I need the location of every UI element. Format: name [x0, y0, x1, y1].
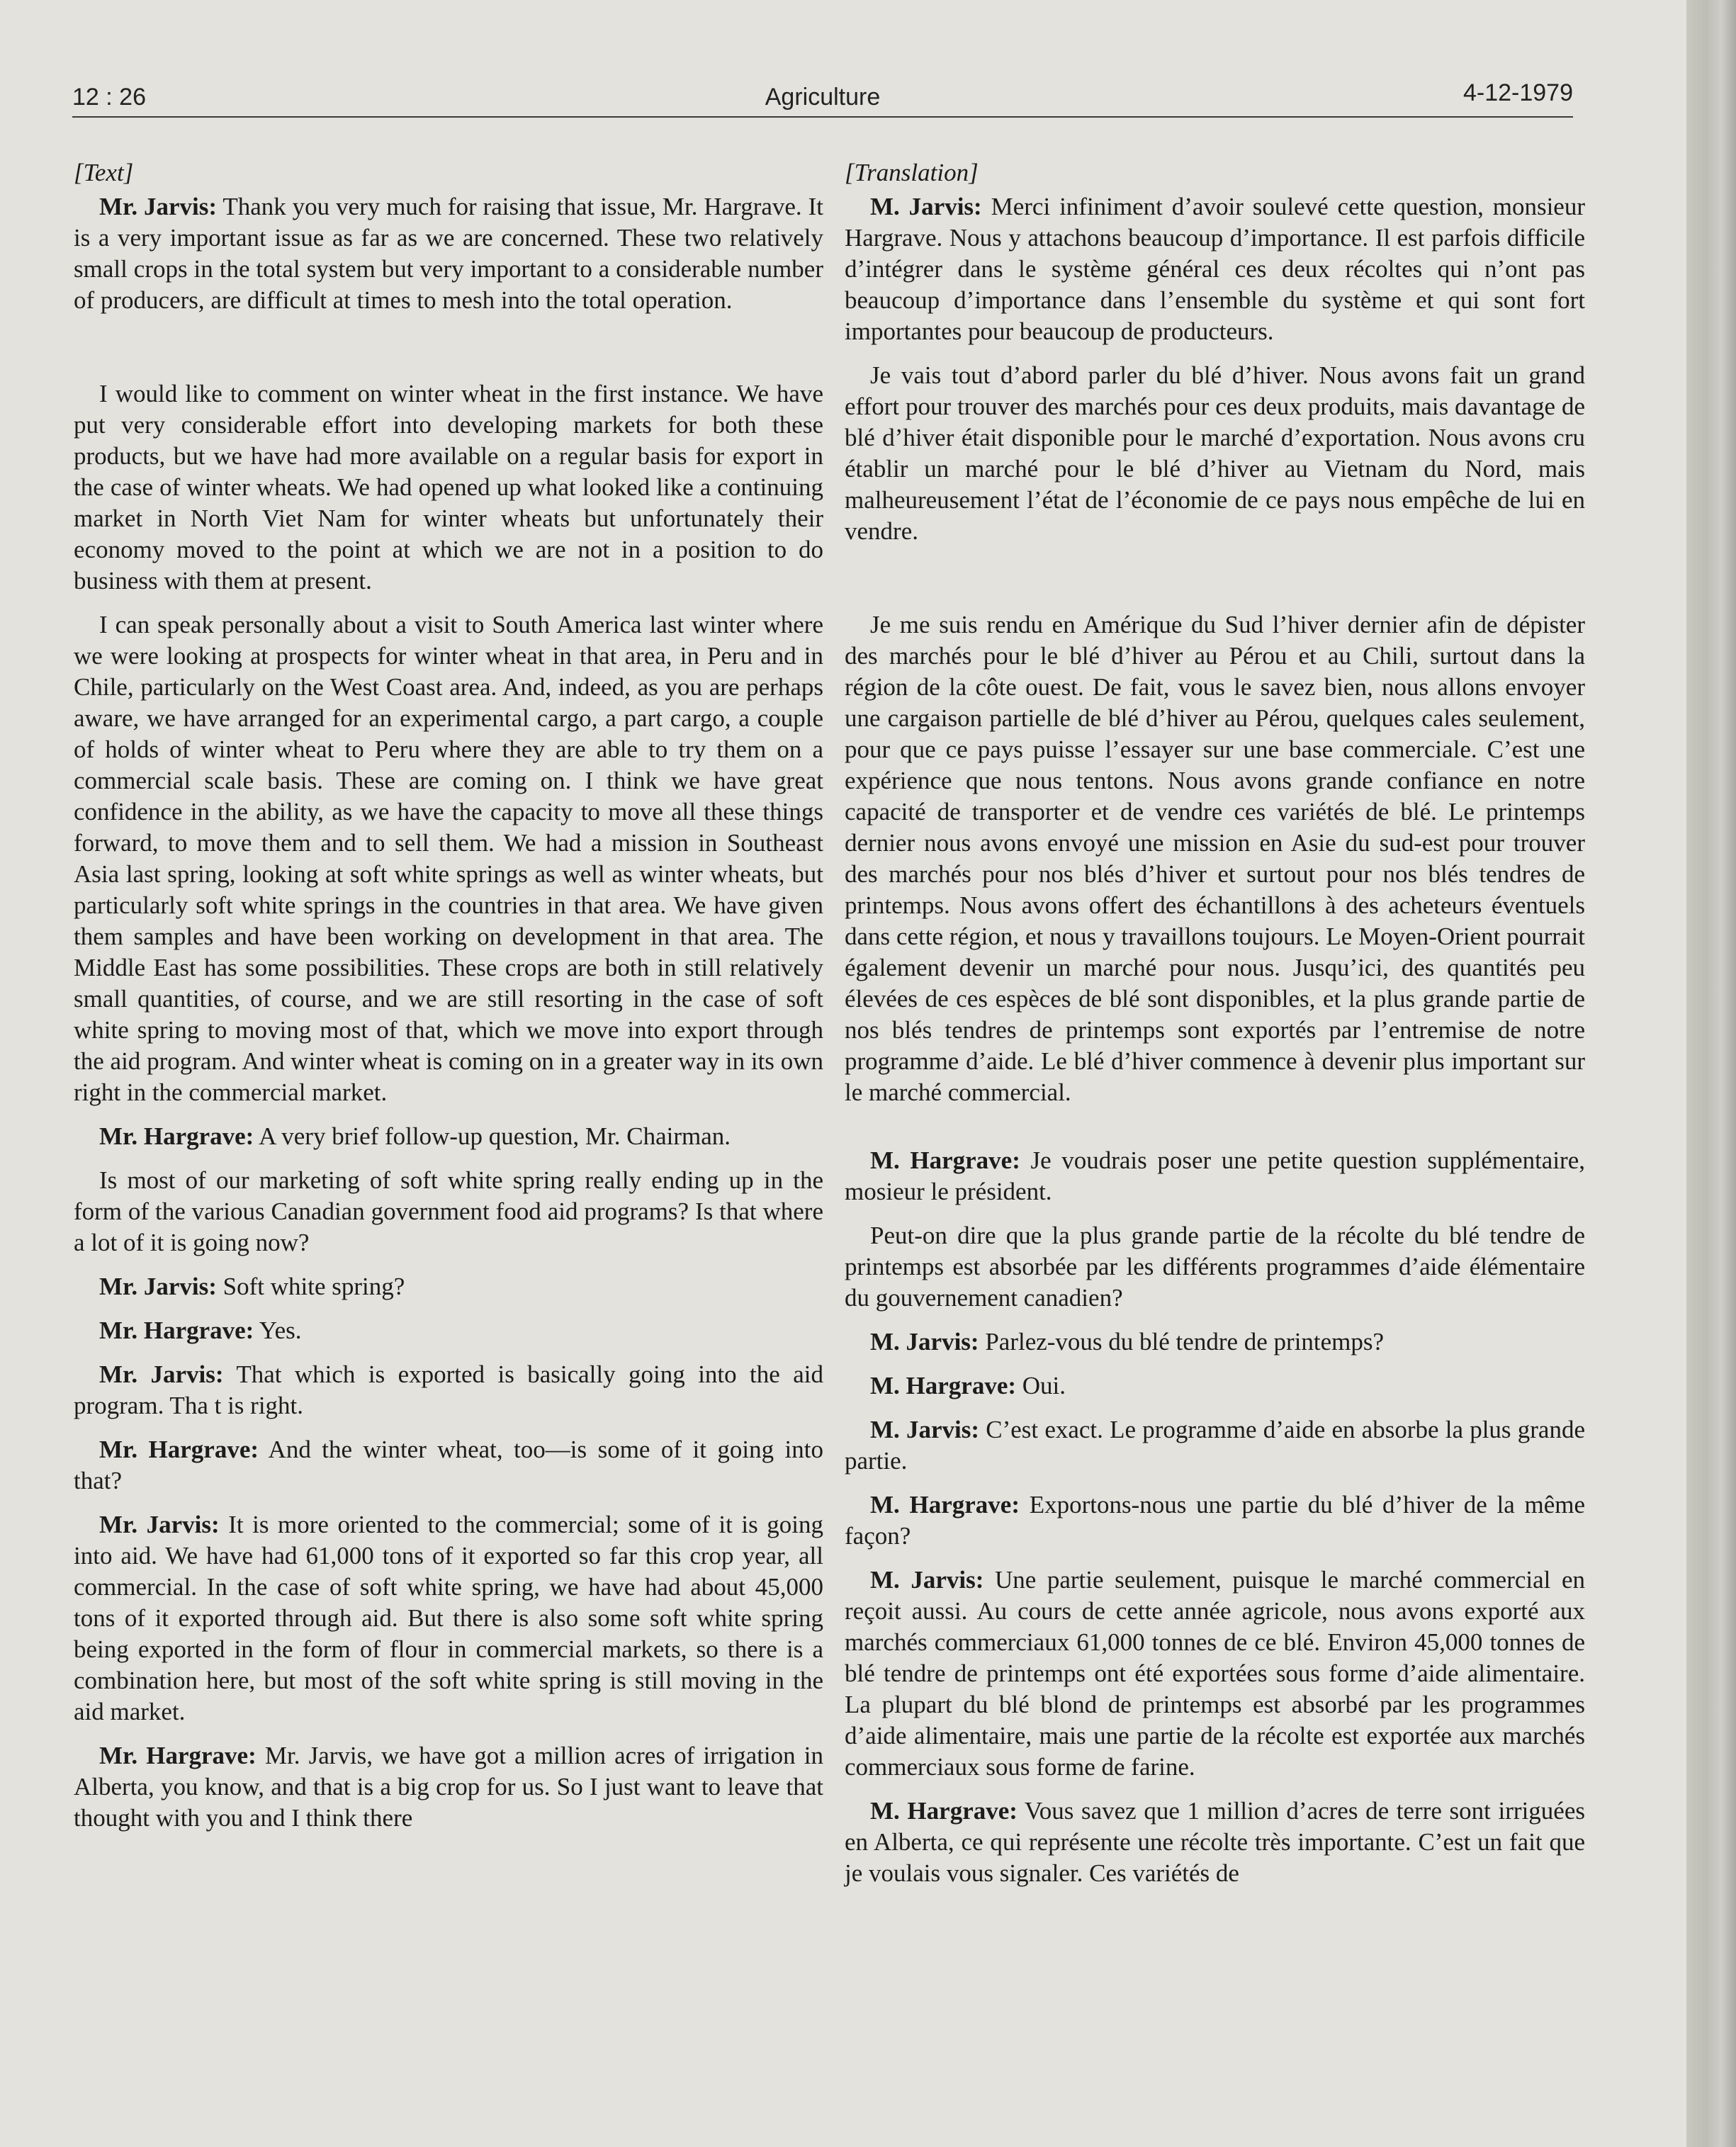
section-label: [Translation] — [845, 159, 979, 186]
speech-text: C’est exact. Le programme d’aide en absorbe la plus grande partie. — [845, 1416, 1585, 1475]
speech-text: A very brief follow-up question, Mr. Chairman. — [254, 1122, 731, 1150]
french-column — [845, 157, 1585, 1902]
speech-text: It is more oriented to the commercial; some of it is going into aid. We have had 61,000 tons of it exported so far this crop year, all commercial. In the case of soft white spring, we have had about 45,000 tons of it exported through aid. But there is also some soft white spring being exported in the form of flour in commercial markets, so there is a combination here, but most of the soft white spring is still moving in the aid market. — [74, 1511, 823, 1725]
paragraph — [74, 1740, 823, 1834]
paragraph — [845, 191, 1585, 347]
paragraph: Je me suis rendu en Amérique du Sud l’hiver dernier afin de dépister des marchés pour le blé d’hiver au Pérou et au Chili, surtout dans la région de la côte ouest. De fait, vous le savez bien, nous allons envoyer une cargaison partielle de blé d’hiver au Pérou, quelques cales seulement, pour que ce pays puisse l’essayer sur une base commerciale. C’est une expérience que nous tentons. Nous avons grande confiance en notre capacité de transporter et de vendre ces variétés de blé. Le printemps dernier nous avons envoyé une mission en Asie du sud-est pour trouver des marchés pour nos blés d’hiver et surtout pour nos blés tendres de printemps. Nous avons offert des échantillons à des acheteurs éventuels dans cette région, et nous y travaillons toujours. Le Moyen-Orient pourrait également devenir un marché pour nous. Jusqu’ici, des quantités peu élevées de ces espèces de blé sont disponibles, et la plus grande partie de nos blés tendres de printemps sont exportés par l’entremise de notre programme d’aide. Le blé d’hiver commence à devenir plus important sur le marché commercial. — [845, 611, 1585, 1106]
paragraph: I can speak personally about a visit to South America last winter where we were looking at prospects for winter wheat in that area, in Peru and in Chile, particularly on the West Coast area. And, indeed, as you are perhaps aware, we have arranged for an experimental cargo, a part cargo, a couple of holds of winter wheat to Peru where they are able to try them on a commercial scale basis. These are coming on. I think we have great confidence in the ability, as we have the capacity to move all these things forward, to move them and to sell them. We had a mission in Southeast Asia last spring, looking at soft white springs as well as winter wheats, but particularly soft white springs in the countries in that area. We have given them samples and have been working on development in that area. The Middle East has some possibilities. These crops are both in still relatively small quantities, of course, and we are still resorting in the case of soft white spring to moving most of that, which we move into export through the aid program. And winter wheat is coming on in a greater way in its own right in the commercial market. — [74, 611, 823, 1106]
speech-text: Yes. — [254, 1317, 302, 1344]
paragraph — [845, 1565, 1585, 1783]
speech-text: Parlez-vous du blé tendre de printemps? — [979, 1328, 1385, 1356]
speech-text: Thank you very much for raising that issue, Mr. Hargrave. It is a very important issue as far as we are concerned. These two relatively small crops in the total system but very important to a considerable number of producers, are difficult at times to mesh into the total operation. — [74, 193, 823, 314]
paragraph — [74, 1434, 823, 1497]
paragraph — [845, 1145, 1585, 1207]
header-date: 4-12-1979 — [1462, 79, 1573, 106]
speech-text: Vous savez que 1 million d’acres de terre sont irriguées en Alberta, ce qui représente une récolte très importante. C’est un fait que je voulais vous signaler. Ces variétés de — [845, 1797, 1585, 1887]
speech-text: Exportons-nous une partie du blé d’hiver de la même façon? — [845, 1491, 1585, 1550]
speech-text: Soft white spring? — [216, 1273, 405, 1300]
speech-text: And the winter wheat, too—is some of it going into that? — [74, 1436, 823, 1494]
speaker-name: M. Jarvis: — [870, 1328, 979, 1356]
speech-text: That which is exported is basically going into the aid program. Tha t is right. — [74, 1360, 823, 1419]
paragraph: I would like to comment on winter wheat in the first instance. We have put very considerable effort into developing markets for both these products, but we have had more available on a regular basis for export in the case of winter wheats. We had opened up what looked like a continuing market in North Viet Nam for winter wheats but unfortunately their economy moved to the point at which we are not in a position to do business with them at present. — [74, 380, 823, 594]
speech-text: Merci infiniment d’avoir soulevé cette question, monsieur Hargrave. Nous y attachons beaucoup d’importance. Il est parfois difficile d’intégrer dans le système général ces deux récoltes qui n’ont pas beaucoup d’importance dans l’ensemble du système et qui sont fort importantes pour beaucoup de producteurs. — [845, 193, 1585, 345]
paragraph — [845, 1370, 1585, 1402]
speaker-name: M. Jarvis: — [870, 1416, 980, 1443]
paragraph: Je vais tout d’abord parler du blé d’hiver. Nous avons fait un grand effort pour trouver des marchés pour ces deux produits, mais davantage de blé d’hiver était disponible pour le marché d’exportation. Nous avons cru établir un marché pour le blé d’hiver au Vietnam du Nord, mais malheureusement l’état de l’économie de ce pays nous empêche de lui en vendre. — [845, 361, 1585, 545]
paragraph — [845, 1326, 1585, 1358]
speech-text: Une partie seulement, puisque le marché commercial en reçoit aussi. Au cours de cette année agricole, nous avons exporté aux marchés commerciaux 61,000 tonnes de ce blé. Environ 45,000 tonnes de blé tendre de printemps ont été exportées sous forme d’aide alimentaire. La plupart du blé blond de printemps est absorbé par les programmes d’aide alimentaire, mais une partie de la récolte est exportée aux marchés commerciaux sous forme de farine. — [845, 1566, 1585, 1781]
speech-text: Oui. — [1016, 1372, 1066, 1399]
paragraph — [845, 1489, 1585, 1552]
speaker-name: M. Jarvis: — [870, 193, 982, 220]
speech-text: Mr. Jarvis, we have got a million acres of irrigation in Alberta, you know, and that is a big crop for us. So I just want to leave that thought with you and I think there — [74, 1742, 823, 1832]
page-header — [72, 79, 1573, 118]
speaker-name: Mr. Jarvis: — [99, 1273, 217, 1300]
paragraph: Peut-on dire que la plus grande partie de la récolte du blé tendre de printemps est absorbée par les différents programmes d’aide élémentaire du gouvernement canadien? — [845, 1222, 1585, 1312]
speaker-name: M. Hargrave: — [870, 1797, 1018, 1825]
page-number: 12 : 26 — [72, 84, 146, 111]
paragraph: Is most of our marketing of soft white spring really ending up in the form of the various Canadian government food aid programs? Is that where a lot of it is going now? — [74, 1166, 823, 1256]
speaker-name: Mr. Hargrave: — [99, 1122, 254, 1150]
paragraph — [74, 1315, 823, 1346]
speaker-name: M. Jarvis: — [870, 1566, 984, 1594]
paragraph — [74, 1359, 823, 1421]
speaker-name: M. Hargrave: — [870, 1491, 1020, 1518]
speaker-name: Mr. Jarvis: — [99, 193, 218, 220]
speech-text: Je voudrais poser une petite question supplémentaire, mosieur le président. — [845, 1146, 1585, 1205]
english-column — [74, 157, 823, 1847]
paragraph — [845, 1414, 1585, 1477]
speaker-name: Mr. Jarvis: — [99, 1511, 220, 1538]
paragraph — [74, 1509, 823, 1728]
speaker-name: M. Hargrave: — [870, 1146, 1020, 1174]
speaker-name: Mr. Jarvis: — [99, 1360, 224, 1388]
speaker-name: Mr. Hargrave: — [99, 1742, 257, 1769]
header-title: Agriculture — [765, 84, 881, 111]
paragraph — [74, 191, 823, 316]
speaker-name: M. Hargrave: — [870, 1372, 1017, 1399]
section-label: [Text] — [74, 159, 134, 186]
paragraph — [74, 1121, 823, 1152]
paragraph — [74, 1271, 823, 1302]
speaker-name: Mr. Hargrave: — [99, 1436, 259, 1463]
book-spine — [1686, 0, 1736, 2147]
paragraph — [845, 1796, 1585, 1889]
speaker-name: Mr. Hargrave: — [99, 1317, 254, 1344]
